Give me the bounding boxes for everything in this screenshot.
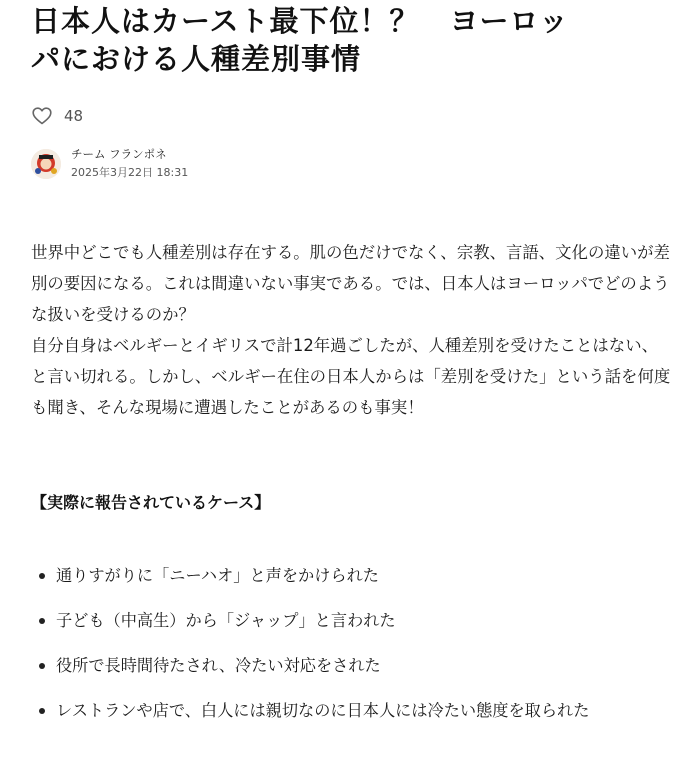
list-item (31, 605, 673, 650)
body-paragraph: 自分自身はベルギーとイギリスで計12年過ごしたが、人種差別を受けたことはない、と言い切れる。しかし、ベルギー在住の日本人からは「差別を受けた」という話を何度も聞き、そんな現場に遭遇したことがあるのも事実！ (31, 336, 671, 417)
post-date: 2025年3月22日 18:31 (71, 166, 189, 179)
list-item (31, 650, 673, 695)
section-heading: 【実際に報告されているケース】 (31, 493, 271, 512)
author-name[interactable]: チーム フランポネ (71, 147, 167, 161)
body-paragraph: 世界中どこでも人種差別は存在する。肌の色だけでなく、宗教、言語、文化の違いが差別の要因になる。これは間違いない事実である。では、日本人はヨーロッパでどのような扱いを受けるのか？ (31, 243, 670, 324)
article-body (31, 237, 673, 423)
list-item-text: 子ども（中高生）から「ジャップ」と言われた (56, 611, 396, 630)
list-item (31, 560, 673, 605)
like-count: 48 (64, 107, 84, 125)
list-item-text: 役所で長時間待たされ、冷たい対応をされた (56, 656, 381, 675)
like-row (31, 104, 83, 128)
bullet-dot-icon (39, 618, 45, 624)
article (31, 0, 673, 720)
case-list (31, 560, 673, 740)
article-title: 日本人はカースト最下位！？ ヨーロッ パにおける人種差別事情 (31, 4, 569, 76)
bullet-dot-icon (39, 663, 45, 669)
author-avatar[interactable] (31, 149, 61, 179)
list-item-text: 通りすがりに「ニーハオ」と声をかけられた (56, 566, 379, 585)
list-item (31, 695, 673, 740)
list-item-text: レストランや店で、白人には親切なのに日本人には冷たい態度を取られた (56, 701, 590, 720)
bullet-dot-icon (39, 573, 45, 579)
author-meta (71, 146, 188, 181)
heart-outline-icon[interactable] (31, 105, 53, 127)
author-row (31, 146, 188, 181)
bullet-dot-icon (39, 708, 45, 714)
